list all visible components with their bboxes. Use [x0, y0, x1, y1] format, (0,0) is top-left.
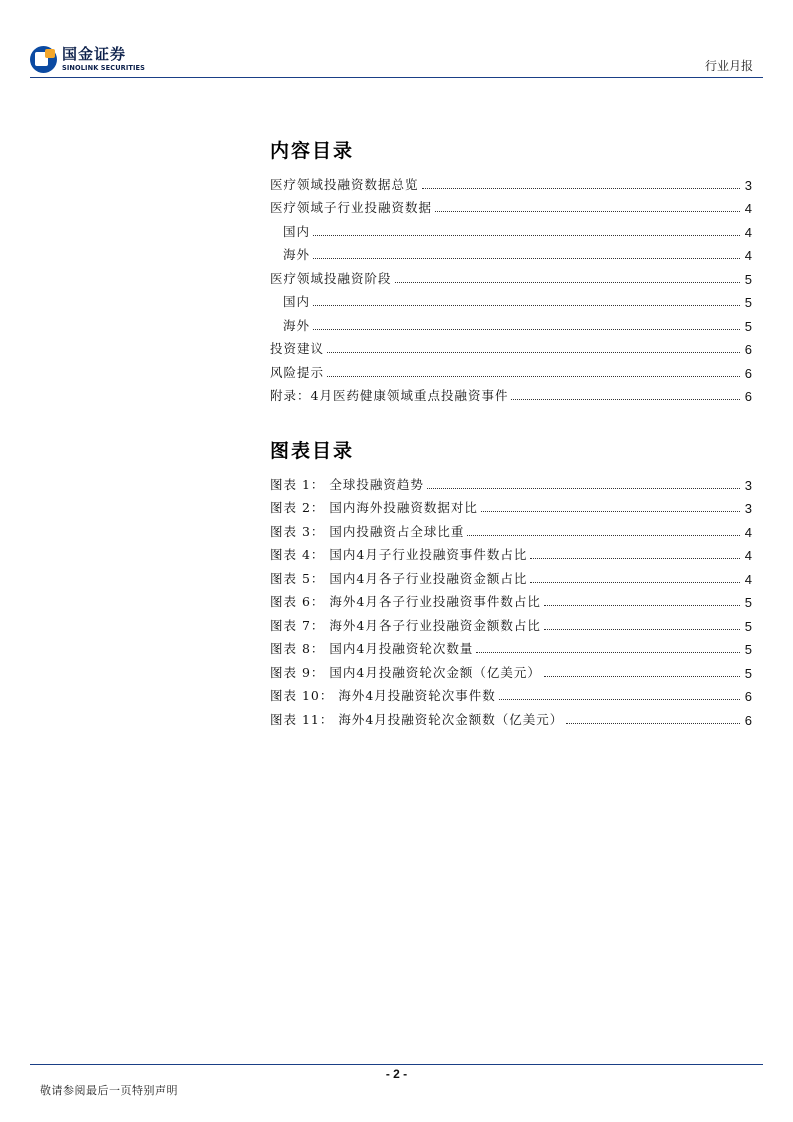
logo-chinese-name: 国金证券: [62, 44, 127, 63]
toc-entry[interactable]: [270, 563, 752, 587]
report-type: 行业月报: [704, 59, 753, 73]
toc-entry-label: 医疗领域投融资阶段: [270, 270, 392, 286]
toc-leader-dots: [427, 487, 740, 489]
toc-entry[interactable]: [270, 610, 752, 634]
toc-entry-page: 6: [744, 365, 752, 381]
toc-entry-label: 国内: [283, 294, 311, 309]
toc-entry-page: 6: [744, 712, 752, 728]
toc-entry-page: 3: [744, 501, 752, 516]
toc-entry[interactable]: [270, 681, 752, 705]
toc-entry-page: 4: [744, 201, 752, 216]
toc-entry-page: 6: [744, 689, 752, 704]
figures-title: 图表目录: [270, 440, 355, 462]
toc-leader-dots: [422, 187, 740, 189]
toc-leader-dots: [566, 722, 740, 724]
toc-entry-label: 图表 1： 全球投融资趋势: [270, 476, 424, 492]
page-number: - 2 -: [385, 1067, 408, 1081]
toc-entry[interactable]: [270, 216, 752, 240]
toc-leader-dots: [313, 257, 740, 259]
contents-title: 内容目录: [270, 140, 355, 162]
toc-entry-label: 风险提示: [270, 364, 325, 380]
toc-leader-dots: [327, 375, 740, 377]
toc-entry-label: 图表 6： 海外4月各子行业投融资事件数占比: [270, 594, 541, 609]
toc-leader-dots: [313, 304, 740, 306]
toc-entry-page: 4: [744, 524, 752, 540]
toc-leader-dots: [395, 281, 740, 283]
toc-entry-label: 图表 5： 国内4月各子行业投融资金额占比: [270, 570, 528, 586]
toc-entry[interactable]: [270, 169, 752, 193]
toc-entry-label: 图表 3： 国内投融资占全球比重: [270, 523, 465, 539]
toc-entry[interactable]: [270, 540, 752, 564]
toc-entry-page: 4: [744, 224, 752, 240]
toc-leader-dots: [435, 210, 740, 212]
toc-entry-page: 5: [744, 595, 752, 610]
toc-leader-dots: [481, 510, 740, 512]
toc-entry[interactable]: [270, 381, 752, 405]
figures-list: [270, 469, 752, 728]
logo-icon: [30, 46, 57, 73]
toc-leader-dots: [327, 351, 740, 353]
toc-leader-dots: [530, 581, 740, 583]
toc-entry-page: 5: [744, 271, 752, 287]
toc-entry-page: 6: [744, 342, 752, 357]
toc-entry-page: 6: [744, 389, 752, 404]
toc-entry-label: 图表 9： 国内4月投融资轮次金额（亿美元）: [270, 664, 541, 680]
toc-entry-label: 国内: [283, 223, 311, 239]
toc-entry[interactable]: [270, 287, 752, 311]
toc-entry-label: 海外: [283, 317, 311, 333]
toc-entry-label: 图表 7： 海外4月各子行业投融资金额数占比: [270, 617, 541, 633]
toc-entry-page: 5: [744, 665, 752, 681]
toc-entry-page: 4: [744, 571, 752, 587]
toc-entry[interactable]: [270, 263, 752, 287]
company-logo: [30, 44, 145, 74]
toc-entry-page: 5: [744, 642, 752, 657]
toc-entry-label: 投资建议: [270, 341, 325, 356]
toc-entry[interactable]: [270, 493, 752, 517]
toc-entry-label: 附录：4月医药健康领域重点投融资事件: [270, 388, 509, 403]
toc-entry[interactable]: [270, 657, 752, 681]
toc-entry-page: 3: [744, 177, 752, 193]
toc-entry-label: 图表 4： 国内4月子行业投融资事件数占比: [270, 547, 528, 562]
toc-entry-label: 图表 8： 国内4月投融资轮次数量: [270, 641, 474, 656]
toc-leader-dots: [313, 328, 740, 330]
contents-section: [270, 136, 752, 404]
toc-leader-dots: [544, 628, 740, 630]
toc-entry[interactable]: [270, 634, 752, 658]
toc-entry-page: 5: [744, 295, 752, 310]
footer-disclaimer: 敬请参阅最后一页特别声明: [40, 1084, 178, 1097]
toc-leader-dots: [544, 604, 740, 606]
toc-entry[interactable]: [270, 516, 752, 540]
toc-entry[interactable]: [270, 704, 752, 728]
contents-list: [270, 169, 752, 404]
toc-leader-dots: [476, 651, 740, 653]
toc-leader-dots: [544, 675, 740, 677]
toc-entry-label: 海外: [283, 247, 311, 262]
toc-entry[interactable]: [270, 357, 752, 381]
toc-leader-dots: [313, 234, 740, 236]
toc-entry[interactable]: [270, 334, 752, 358]
toc-entry-label: 图表 2： 国内海外投融资数据对比: [270, 500, 478, 515]
toc-leader-dots: [530, 557, 740, 559]
figures-section: [270, 436, 752, 728]
logo-english-name: SINOLINK SECURITIES: [62, 63, 145, 72]
toc-entry-label: 图表 11： 海外4月投融资轮次金额数（亿美元）: [270, 711, 564, 727]
toc-entry-label: 图表 10： 海外4月投融资轮次事件数: [270, 688, 496, 703]
header-divider: [30, 77, 763, 78]
toc-entry-label: 医疗领域投融资数据总览: [270, 176, 419, 192]
toc-leader-dots: [499, 698, 740, 700]
toc-entry[interactable]: [270, 469, 752, 493]
toc-entry[interactable]: [270, 193, 752, 217]
toc-entry-page: 4: [744, 548, 752, 563]
toc-entry-page: 5: [744, 618, 752, 634]
toc-entry-page: 3: [744, 477, 752, 493]
toc-entry-page: 4: [744, 248, 752, 263]
toc-entry-page: 5: [744, 318, 752, 334]
toc-entry-label: 医疗领域子行业投融资数据: [270, 200, 433, 215]
toc-entry[interactable]: [270, 240, 752, 264]
footer-divider: [30, 1064, 763, 1065]
toc-leader-dots: [467, 534, 740, 536]
toc-leader-dots: [511, 398, 740, 400]
toc-entry[interactable]: [270, 310, 752, 334]
page-header: [30, 44, 763, 78]
toc-entry[interactable]: [270, 587, 752, 611]
